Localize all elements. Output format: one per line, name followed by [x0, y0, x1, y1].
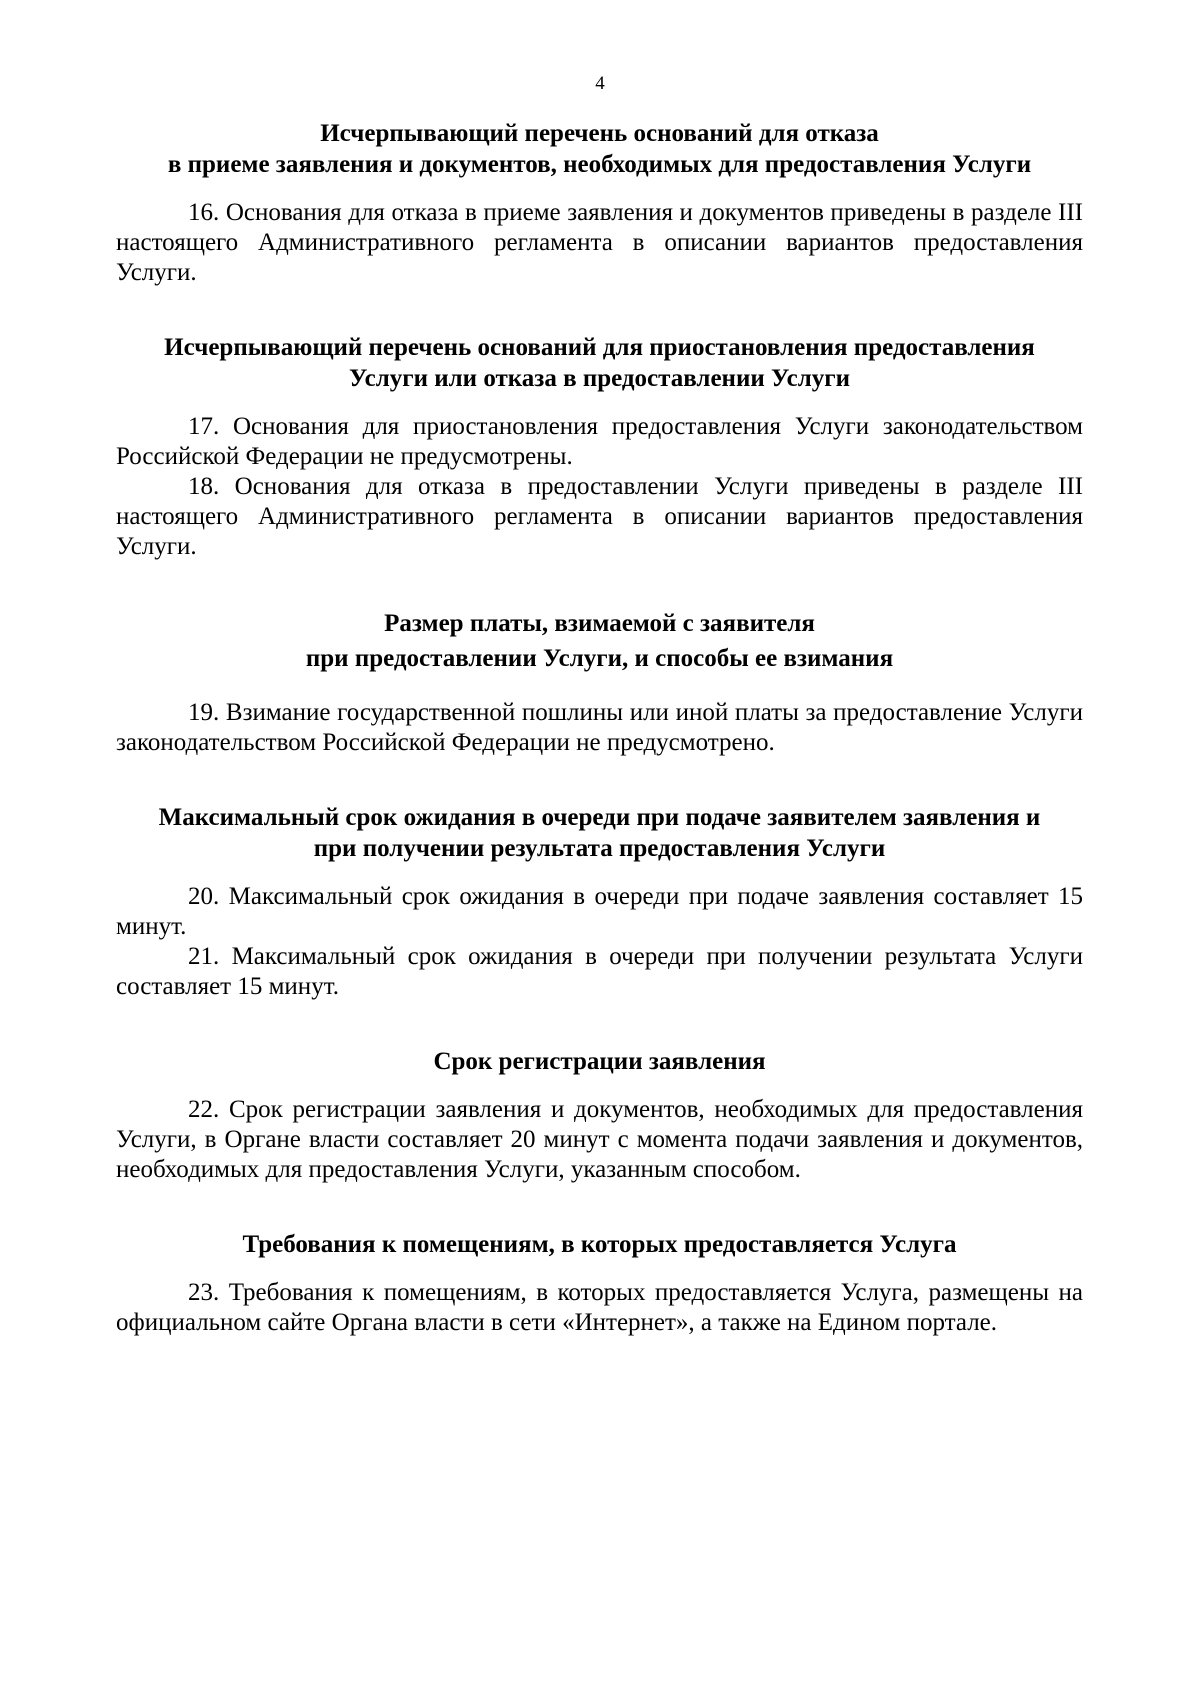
document-body — [116, 118, 1083, 1338]
section-refusal-acceptance — [116, 118, 1083, 288]
paragraph-19: 19. Взимание государственной пошлины или иной платы за предоставление Услуги законодательством Российской Федерации не предусмотрено. — [116, 699, 1083, 756]
paragraph-20: 20. Максимальный срок ожидания в очереди при подаче заявления составляет 15 минут. — [116, 883, 1083, 940]
heading-line: Размер платы, взимаемой с заявителя — [384, 610, 815, 637]
heading-line: в приеме заявления и документов, необходимых для предоставления Услуги — [167, 151, 1032, 178]
heading-line: при предоставлении Услуги, и способы ее взимания — [305, 645, 894, 672]
section-queue-time — [116, 802, 1083, 1002]
heading-line: Услуги или отказа в предоставлении Услуги — [348, 365, 851, 392]
section-heading — [116, 332, 1083, 394]
section-fee — [116, 606, 1083, 758]
section-suspension-refusal — [116, 332, 1083, 562]
section-registration-time — [116, 1046, 1083, 1185]
paragraph-23: 23. Требования к помещениям, в которых предоставляется Услуга, размещены на официальном сайте Органа власти в сети «Интернет», а также на Едином портале. — [116, 1279, 1083, 1336]
section-heading — [116, 1229, 1083, 1260]
heading-line: при получении результата предоставления Услуги — [313, 835, 886, 862]
section-heading — [116, 802, 1083, 864]
heading-line: Требования к помещениям, в которых предоставляется Услуга — [242, 1231, 957, 1258]
heading-line: Исчерпывающий перечень оснований для приостановления предоставления — [164, 334, 1035, 361]
paragraph-22: 22. Срок регистрации заявления и документов, необходимых для предоставления Услуги, в Органе власти составляет 20 минут с момента подачи заявления и документов, необходимых для предоставления Услуги, указанным способом. — [116, 1096, 1083, 1183]
paragraph-16: 16. Основания для отказа в приеме заявления и документов приведены в разделе III настоящего Административного регламента в описании вариантов предоставления Услуги. — [116, 199, 1083, 286]
heading-line: Срок регистрации заявления — [433, 1048, 766, 1075]
page-number: 4 — [595, 73, 605, 94]
heading-line: Исчерпывающий перечень оснований для отказа — [320, 120, 879, 147]
paragraph-18: 18. Основания для отказа в предоставлении Услуги приведены в разделе III настоящего Административного регламента в описании вариантов предоставления Услуги. — [116, 473, 1083, 560]
paragraph-21: 21. Максимальный срок ожидания в очереди при получении результата Услуги составляет 15 минут. — [116, 943, 1083, 1000]
section-heading — [116, 606, 1083, 676]
section-heading — [116, 118, 1083, 180]
heading-line: Максимальный срок ожидания в очереди при подаче заявителем заявления и — [158, 804, 1041, 831]
paragraph-17: 17. Основания для приостановления предоставления Услуги законодательством Российской Федерации не предусмотрены. — [116, 413, 1083, 470]
section-premises — [116, 1229, 1083, 1338]
section-heading — [116, 1046, 1083, 1077]
